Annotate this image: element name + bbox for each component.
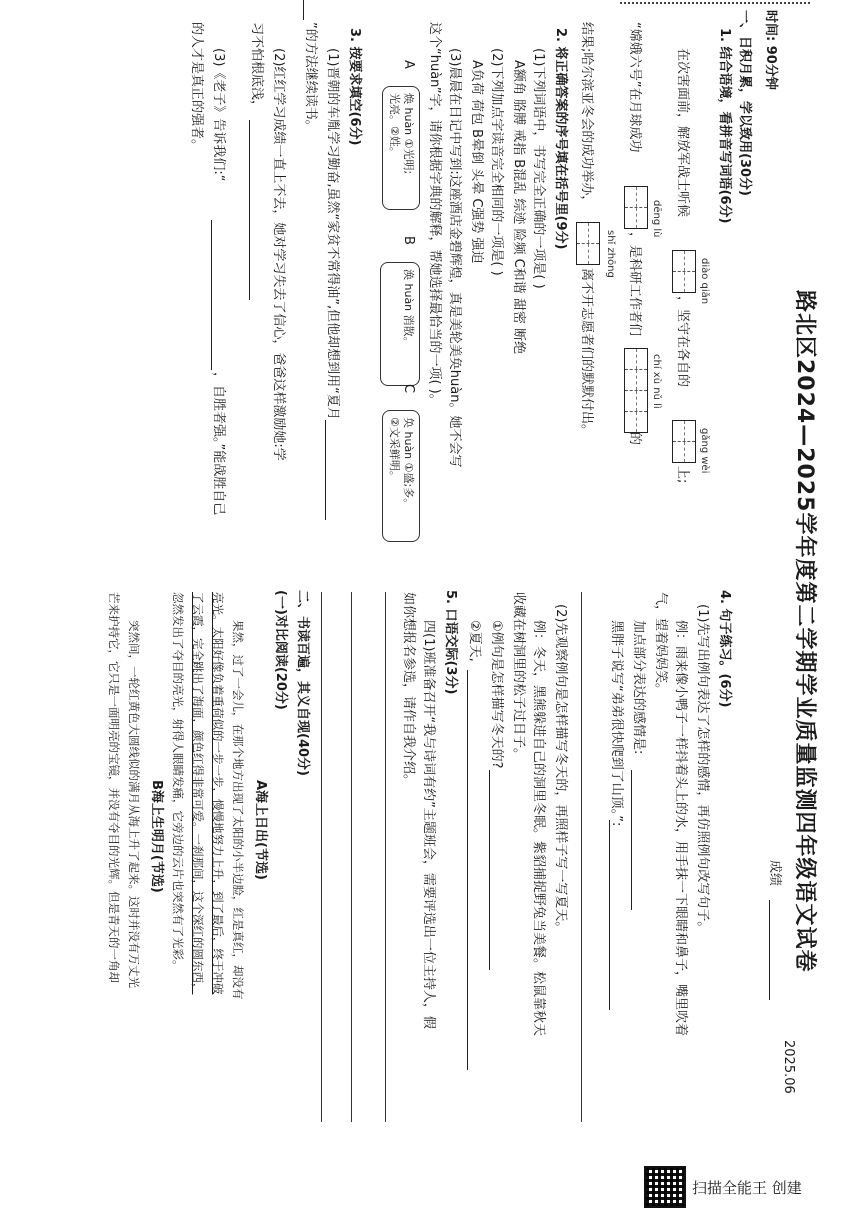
answer-line-3[interactable] — [351, 592, 352, 1122]
passage-a-line-3: 了云霞，完全跳出了海面，颜色红得非常可爱。一刹那间，这个深红的圆东西， — [191, 592, 205, 995]
q2-sub3-b: 这个“huàn”字，请你根据字典的解释，帮她选择最恰当的一项( )。 — [427, 22, 442, 407]
scanner-watermark — [644, 1166, 802, 1208]
q3-label: 3. 按要求填空(6分) — [347, 28, 362, 146]
q1-line3-a: 结果;哈尔滨亚冬会的成功举办， — [579, 22, 594, 209]
q4-rewrite: 黑胖子说写“弟弟很快爬到了山顶。”: — [609, 620, 624, 827]
pinyin-chixunuli: chí xù nǔ lì — [651, 354, 662, 409]
q3-sub2: (2)红红学习成绩一直上不去，她对学习失去了信心，爸爸这样激励她:学 — [271, 48, 286, 461]
q3-sub3-b: ，自胜者强。”能战胜自己 — [211, 372, 226, 516]
q4-blank1[interactable] — [631, 770, 632, 910]
passage-a-line-1: 果然，过了一会儿，在那个地方出现了太阳的小半边脸，红是真红，却没有 — [231, 620, 245, 1000]
q3-blank3[interactable] — [211, 220, 212, 370]
q5-label: 5. 口语交际(3分) — [443, 590, 458, 695]
option-c-box[interactable]: 奂 huàn ①盛;多。 ②文采鲜明。 — [382, 410, 420, 542]
q3-blank1-cont — [303, 0, 304, 20]
q2-sub3: (3)晨晨在日记中写到:这座酒店金碧辉煌，真是美轮美奂huàn。她不会写 — [447, 48, 462, 468]
q5-text-b: 如你想报名参选，请作自我介绍。 — [401, 592, 416, 788]
q5-text: 四(1)班准备召开“我与诗词有约”主题班会，需要评选出一位主持人，假 — [421, 620, 436, 1029]
pinyin-shizhong: shǐ zhōng — [605, 230, 616, 278]
q3-sub1-b: ”的方法继续读书。 — [303, 22, 318, 133]
passage-b-line-1: 突然间，一轮红黄色大圆线似的满月从海上升了起来。这时并没有万丈光 — [127, 620, 141, 988]
q4-blank-rewrite[interactable] — [609, 820, 610, 1010]
passage-b-title: B海上生明月(节选) — [149, 780, 164, 893]
scanner-label: 扫描全能王 创建 — [692, 1178, 802, 1197]
q1-line1-c: 上; — [675, 466, 690, 484]
q3-sub2-b: 习不怕根底浅， — [249, 22, 264, 114]
q4-question-b: ②夏天, — [467, 620, 482, 662]
qr-code-icon — [644, 1166, 686, 1208]
q1-line2-a: “嫦娥六号”在月球成功 — [627, 22, 642, 153]
pinyin-denglu: dēng lù — [651, 200, 662, 238]
q4-blank1-label: 加点部分表达的感情是: — [631, 620, 646, 755]
q4-sub2: (2)先观察例句是怎样描写冬天的，再照样子写一写夏天。 — [553, 604, 568, 935]
option-a-box[interactable]: 焕 huàn ①光明; 光亮。②姓。 — [382, 86, 420, 210]
answer-grid-diaoqian[interactable] — [672, 250, 696, 293]
passage-a-line-2: 亮光。太阳好像负着重荷似的一步一步，慢慢地努力上升，到了最后，终于冲破 — [211, 592, 225, 995]
answer-grid-shizhong[interactable] — [576, 222, 600, 265]
passage-b-line-2: 芒来护持它，它只是一面明亮的宝镜，并没有夺目的光辉。但是青天的一角却 — [107, 592, 121, 983]
q3-blank1[interactable] — [325, 420, 326, 520]
section2-sub: (一)对比阅读(20分) — [273, 590, 288, 710]
rotated-exam-sheet — [30, 0, 830, 1140]
answer-line-2[interactable] — [385, 592, 386, 1122]
q4-blank-b[interactable] — [467, 670, 468, 1070]
q1-label: 1. 结合语境，看拼音写词语(6分) — [717, 28, 732, 224]
answer-grid-chixunuli[interactable] — [624, 348, 648, 433]
option-c-letter: C — [401, 384, 416, 394]
q2-label: 2. 将正确答案的序号填在括号里(9分) — [553, 28, 568, 250]
q1-line1-b: ，坚守在各自的 — [675, 296, 690, 388]
passage-a-line-4: 忽然发出了夺目的亮光，射得人眼睛发痛，它旁边的云片也突然有了光彩。 — [171, 592, 185, 972]
q4-question-a: ①例句是怎样描写冬天的? — [489, 620, 504, 769]
q2-sub1: (1)下列词语中，书写完全正确的一项是( ) — [531, 48, 546, 289]
exam-date: 2025.06 — [781, 1040, 796, 1094]
q3-sub3: (3)《老子》告诉我们:“ — [211, 48, 226, 182]
q4-blank-a[interactable] — [489, 770, 490, 970]
score-blank — [769, 900, 770, 1000]
q2-sub1-options: A额角 胳膊 戒指 B混乱 综迹 险频 C和谐 甜密 断绝 — [511, 60, 526, 354]
answer-line-1[interactable] — [581, 592, 582, 1122]
q1-line2-b: ，是科研工作者们 — [627, 232, 642, 337]
q1-line3-b: 离不开志愿者们的默默付出。 — [579, 268, 594, 438]
q3-blank2[interactable] — [249, 120, 250, 300]
section2-heading: 二、书读百遍，其义自现(40分) — [295, 590, 310, 776]
option-b-letter: B — [401, 236, 416, 245]
q1-line2-c: 的 — [627, 432, 642, 446]
q4-label: 4. 句子练习。(6分) — [717, 590, 732, 708]
q1-line1-a: 在次害面前，解放军战士听候 — [675, 48, 690, 218]
answer-grid-gangwei[interactable] — [672, 420, 696, 463]
exam-time: 时间: 90分钟 — [763, 10, 778, 90]
answer-line-4[interactable] — [321, 592, 322, 1122]
section1-heading: 一、日积月累，学以致用(30分) — [737, 10, 752, 196]
q3-sub3-c: 的人才是真正的强者。 — [189, 22, 204, 153]
q2-sub2-options: A负荷 荷包 B晕倒 头晕 C强势 强迫 — [469, 60, 484, 264]
q4-example1-b: 气，望着妈妈笑。 — [653, 592, 668, 697]
score-label: 成绩 — [767, 860, 782, 887]
q4-example1: 例：雨来像小鸭子一样抖着头上的水，用手抹一下眼睛和鼻子，嘴里吹着 — [673, 620, 688, 1037]
option-b-box[interactable]: 涣 huàn 消散。 — [380, 262, 420, 386]
q4-example2: 例：冬天，黑熊躲进自己的洞里冬眠。紫貂捕捉野兔当美餐。松鼠靠秋天 — [531, 620, 546, 1037]
q4-sub1: (1)先写出例句表达了怎样的感情，再仿照例句改写句子。 — [695, 604, 710, 935]
q4-example2-b: 收藏在树洞里的松子过日子。 — [511, 592, 526, 762]
option-a-letter: A — [401, 60, 416, 69]
exam-title: 路北区2024—2025学年度第二学期学业质量监测四年级语文试卷 — [792, 290, 817, 973]
q2-sub2: (2)下列加点字读音完全相同的一项是( ) — [489, 48, 504, 276]
pinyin-diaoqian: diào qiǎn — [699, 258, 710, 305]
answer-grid-denglu[interactable] — [624, 186, 648, 229]
passage-a-title: A海上日出(节选) — [253, 780, 268, 880]
pinyin-gangwei: gǎng wèi — [699, 428, 710, 474]
q3-sub1: (1)晋朝的车胤学习勤奋,虽然“家贫不常得油”,但他却想到用“夏月 — [325, 48, 340, 420]
